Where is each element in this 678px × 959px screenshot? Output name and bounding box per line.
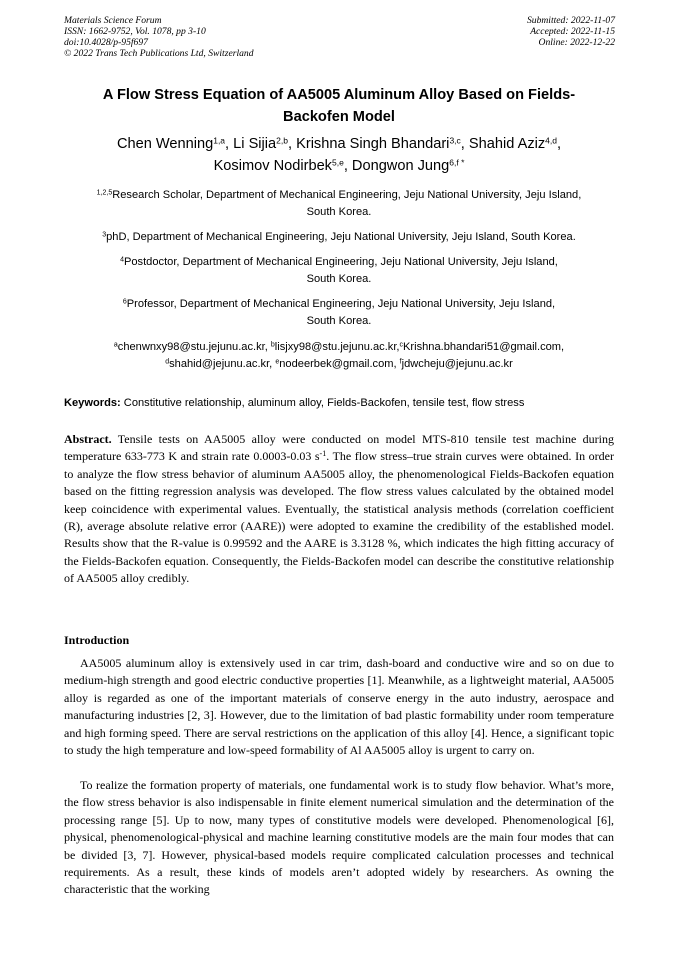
emails-line-2: $^d$shahid@jejunu.ac.kr, $^e$nodeerbek@gmail.com, $^f$jdwcheju@jejunu.ac.kr	[165, 358, 513, 370]
submitted-date: Submitted: 2022-11-07	[526, 15, 615, 26]
introduction-paragraph-2: To realize the formation property of materials, one fundamental work is to study flow behavior. What’s more, the flow stress behavior is also indispensable in finite element numerical simulation and the determination of the processing range [5]. Up to now, many types of constitutive models were developed. Phenomenological [6], physical, phenomenological-physical and machine learning constitutive models are the main four modes that can be divided [3, 7]. However, physical-based models require complicated calculation processes and technical requirements. As a result, these kinds of models aren’t adopted widely by researchers. As owning the characteristic that the working	[64, 778, 614, 897]
online-date: Online: 2022-12-22	[538, 37, 615, 48]
email-link[interactable]: Krishna.bhandari51@gmail.com,	[403, 341, 565, 353]
journal-header	[64, 15, 254, 59]
author-sup: 1,a	[213, 135, 226, 146]
affiliation-2: $^3$phD, Department of Mechanical Engineering, Jeju National University, Jeju Island, South Korea.	[102, 231, 576, 243]
journal-name: Materials Science Forum	[64, 15, 162, 26]
author-name: Kosimov Nodirbek	[213, 158, 332, 174]
authors-line-1: Chen Wenning$^{1,a}$, Li Sijia$^{2,b}$, Krishna Singh Bhandari$^{3,c}$, Shahid Aziz$^{4,d}$,	[116, 135, 562, 152]
title-line-2: Backofen Model	[283, 109, 395, 125]
author-name: Shahid Aziz	[468, 136, 546, 152]
author-name: Chen Wenning	[116, 136, 214, 152]
email-link[interactable]: chenwnxy98@stu.jejunu.ac.kr,	[117, 341, 271, 353]
email-link[interactable]: nodeerbek@gmail.com,	[279, 358, 400, 370]
author-sup: 2,b	[276, 135, 288, 146]
author-name: Dongwon Jung	[351, 158, 450, 174]
title-line-1: A Flow Stress Equation of AA5005 Aluminum Alloy Based on Fields-	[102, 87, 576, 103]
author-name: Li Sijia	[233, 136, 277, 152]
keywords-label: Keywords:	[64, 397, 121, 409]
author-sup: 3,c	[449, 135, 461, 146]
email-list	[64, 339, 614, 373]
accepted-date: Accepted: 2022-11-15	[530, 26, 615, 37]
email-link[interactable]: lisjxy98@stu.jejunu.ac.kr,	[274, 341, 400, 353]
author-sup: 4,d	[545, 135, 557, 146]
author-name: Krishna Singh Bhandari	[296, 136, 450, 152]
journal-issn: ISSN: 1662-9752, Vol. 1078, pp 3-10	[64, 26, 206, 37]
introduction-paragraph-1: AA5005 aluminum alloy is extensively used in car trim, dash-board and conductive wire and so on due to medium-high strength and good electric conductive properties [1]. Meanwhile, as a lightweight material, AA5005 alloy is regarded as one of the important materials of conserve energy in the auto industry, aerospace and manufacturing industries [2, 3]. However, due to the limitation of bad plastic formability under room temperature and high forming speed. There are serval restrictions on the application of this alloy [4]. Hence, a significant topic to study the high temperature and low-speed formability of Al AA5005 alloy is urgent to carry on.	[64, 656, 614, 758]
introduction-heading: Introduction	[64, 633, 130, 647]
paper-title	[64, 84, 614, 128]
keywords	[64, 395, 614, 411]
journal-copyright: © 2022 Trans Tech Publications Ltd, Switzerland	[64, 48, 254, 59]
authors-line-2: Kosimov Nodirbek$^{5,e}$, Dongwon Jung$^{6,f *}$	[213, 157, 465, 174]
affiliation-1: $^{1,2,5}$Research Scholar, Department of Mechanical Engineering, Jeju National University, Jeju Island, South Korea.	[96, 189, 582, 218]
abstract-label: Abstract.	[64, 432, 112, 446]
author-sup: 5,e	[331, 157, 344, 168]
publication-dates	[527, 15, 615, 48]
author-sup: 6,f *	[449, 157, 465, 168]
affiliation-4: $^6$Professor, Department of Mechanical Engineering, Jeju National University, Jeju Island, South Korea.	[122, 298, 556, 327]
emails-line-1: $^a$chenwnxy98@stu.jejunu.ac.kr, $^b$lisjxy98@stu.jejunu.ac.kr,$^c$Krishna.bhandari51@gmail.com,	[113, 341, 565, 353]
journal-doi: doi:10.4028/p-95f697	[64, 37, 148, 48]
author-list	[64, 133, 614, 177]
keywords-text: Constitutive relationship, aluminum alloy, Fields-Backofen, tensile test, flow stress	[120, 397, 525, 409]
email-link[interactable]: jdwcheju@jejunu.ac.kr	[401, 358, 513, 370]
email-link[interactable]: shahid@jejunu.ac.kr,	[169, 358, 276, 370]
affiliation-3: $^4$Postdoctor, Department of Mechanical Engineering, Jeju National University, Jeju Island, South Korea.	[120, 256, 558, 285]
abstract: Abstract. Tensile tests on AA5005 alloy were conducted on model MTS-810 tensile test machine during temperature 633-773 K and strain rate 0.0003-0.03 $s^{-1}$. The flow stress–true strain curves were obtained. In order to analyze the flow stress behavior of aluminum AA5005 alloy, the phenomenological Fields-Backofen equation based on the fitting regression analysis was developed. The flow stress values calculated by the obtained model keep coincidence with experimental values. Eventually, the statistical analysis methods (correlation coefficient (R), average absolute relative error (AARE)) were adopted to examine the credibility of the established model. Results show that the R-value is 0.99592 and the AARE is 3.3128 %, which indicates the high fitting accuracy of the Fields-Backofen equation. Consequently, the Fields-Backofen model can describe the constitutive relationship of AA5005 alloy credibly.	[64, 432, 614, 586]
